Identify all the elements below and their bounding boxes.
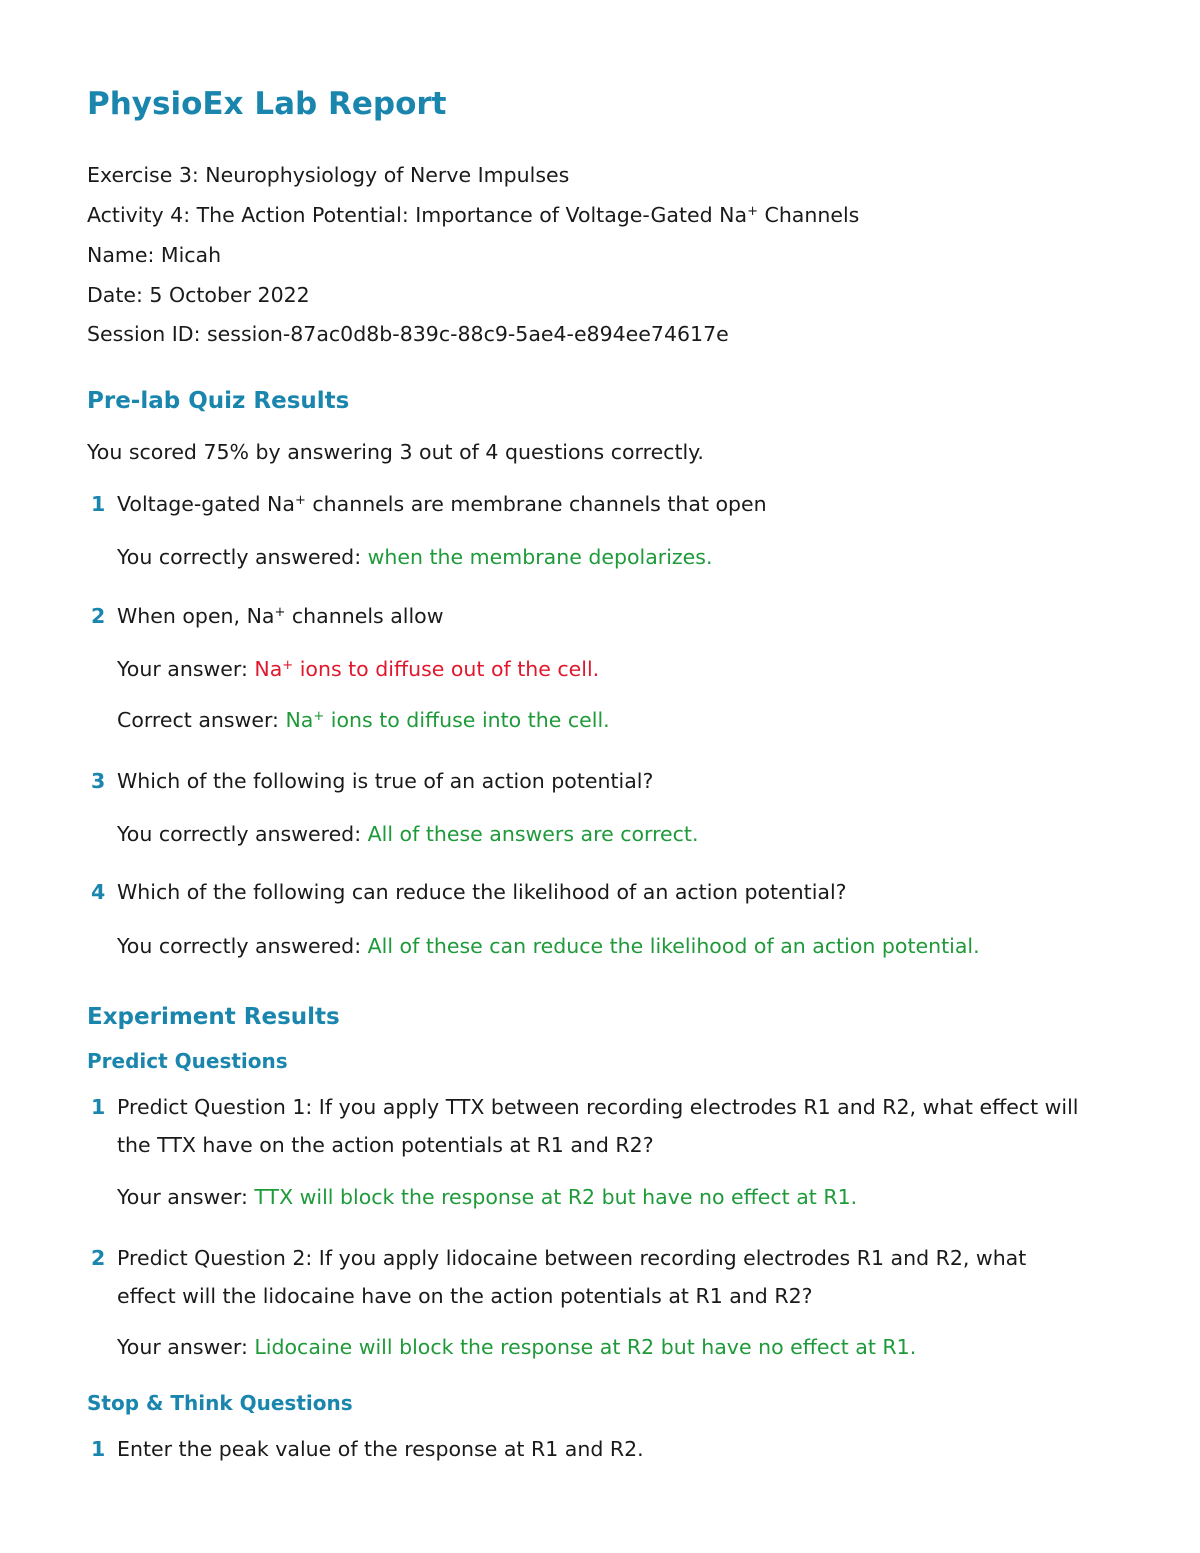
question-line: Predict Question 2: If you apply lidocaine between recording electrodes R1 and R2, what [117, 1246, 1027, 1270]
quiz-question: Which of the following can reduce the likelihood of an action potential? [117, 880, 847, 904]
predict-answer [117, 1328, 916, 1366]
question-number: 1 [91, 492, 106, 516]
answer-label: You correctly answered: [117, 822, 368, 846]
exercise-line: Exercise 3: Neurophysiology of Nerve Impulses [87, 163, 570, 187]
report-title: PhysioEx Lab Report [87, 86, 447, 122]
stop-think-question: Enter the peak value of the response at R1 and R2. [117, 1437, 644, 1461]
answer-part: ions to diffuse out of the cell. [293, 657, 600, 681]
answer-label: You correctly answered: [117, 934, 368, 958]
activity-superscript: + [747, 204, 758, 219]
question-text-end: channels allow [285, 604, 444, 628]
activity-text-end: Channels [757, 203, 860, 227]
quiz-answer [117, 538, 712, 576]
answer-label: Your answer: [117, 1185, 255, 1209]
student-name: Name: Micah [87, 243, 222, 267]
quiz-question [117, 597, 1147, 635]
predict-answer [117, 1178, 857, 1216]
question-text: When open, Na [117, 604, 275, 628]
question-number: 2 [91, 604, 106, 628]
quiz-score: You scored 75% by answering 3 out of 4 questions correctly. [87, 440, 704, 464]
quiz-answer [117, 815, 699, 853]
session-id: Session ID: session-87ac0d8b-839c-88c9-5ae4-e894ee74617e [87, 322, 729, 346]
question-line: Predict Question 1: If you apply TTX between recording electrodes R1 and R2, what effect will [117, 1095, 1079, 1119]
answer-text: Lidocaine will block the response at R2 but have no effect at R1. [254, 1335, 917, 1359]
question-number: 3 [91, 769, 106, 793]
answer-label: Your answer: [117, 657, 255, 681]
prelab-heading: Pre-lab Quiz Results [87, 388, 350, 414]
predict-question [117, 1239, 1147, 1315]
question-line: effect will the lidocaine have on the action potentials at R1 and R2? [117, 1284, 813, 1308]
question-number: 1 [91, 1437, 106, 1461]
question-text: Voltage-gated Na [117, 492, 295, 516]
answer-label: You correctly answered: [117, 545, 368, 569]
question-line: the TTX have on the action potentials at R1 and R2? [117, 1133, 654, 1157]
report-date: Date: 5 October 2022 [87, 283, 310, 307]
correct-answer-label: Correct answer: [117, 708, 286, 732]
wrong-answer-text [254, 657, 599, 681]
superscript: + [313, 709, 325, 724]
question-number: 2 [91, 1246, 106, 1270]
stop-think-heading: Stop & Think Questions [87, 1391, 353, 1415]
superscript: + [274, 605, 286, 620]
answer-label: Your answer: [117, 1335, 255, 1359]
correct-answer-text: All of these can reduce the likelihood of an action potential. [367, 934, 980, 958]
quiz-answer [117, 650, 599, 688]
quiz-question [117, 485, 1147, 523]
answer-part: ions to diffuse into the cell. [324, 708, 610, 732]
correct-answer-text: when the membrane depolarizes. [367, 545, 713, 569]
activity-line [87, 205, 859, 226]
answer-part: Na [285, 708, 314, 732]
question-text-end: channels are membrane channels that open [305, 492, 767, 516]
quiz-answer [117, 927, 980, 965]
superscript: + [294, 493, 306, 508]
superscript: + [282, 658, 294, 673]
activity-text: Activity 4: The Action Potential: Importance of Voltage-Gated Na [87, 203, 748, 227]
answer-text: TTX will block the response at R2 but have no effect at R1. [254, 1185, 858, 1209]
correct-answer-text: All of these answers are correct. [367, 822, 699, 846]
correct-answer [117, 701, 610, 739]
answer-part: Na [254, 657, 283, 681]
experiment-heading: Experiment Results [87, 1004, 340, 1030]
correct-answer-text [285, 708, 609, 732]
predict-heading: Predict Questions [87, 1049, 288, 1073]
quiz-question: Which of the following is true of an action potential? [117, 769, 654, 793]
question-number: 4 [91, 880, 106, 904]
predict-question [117, 1088, 1147, 1164]
question-number: 1 [91, 1095, 106, 1119]
